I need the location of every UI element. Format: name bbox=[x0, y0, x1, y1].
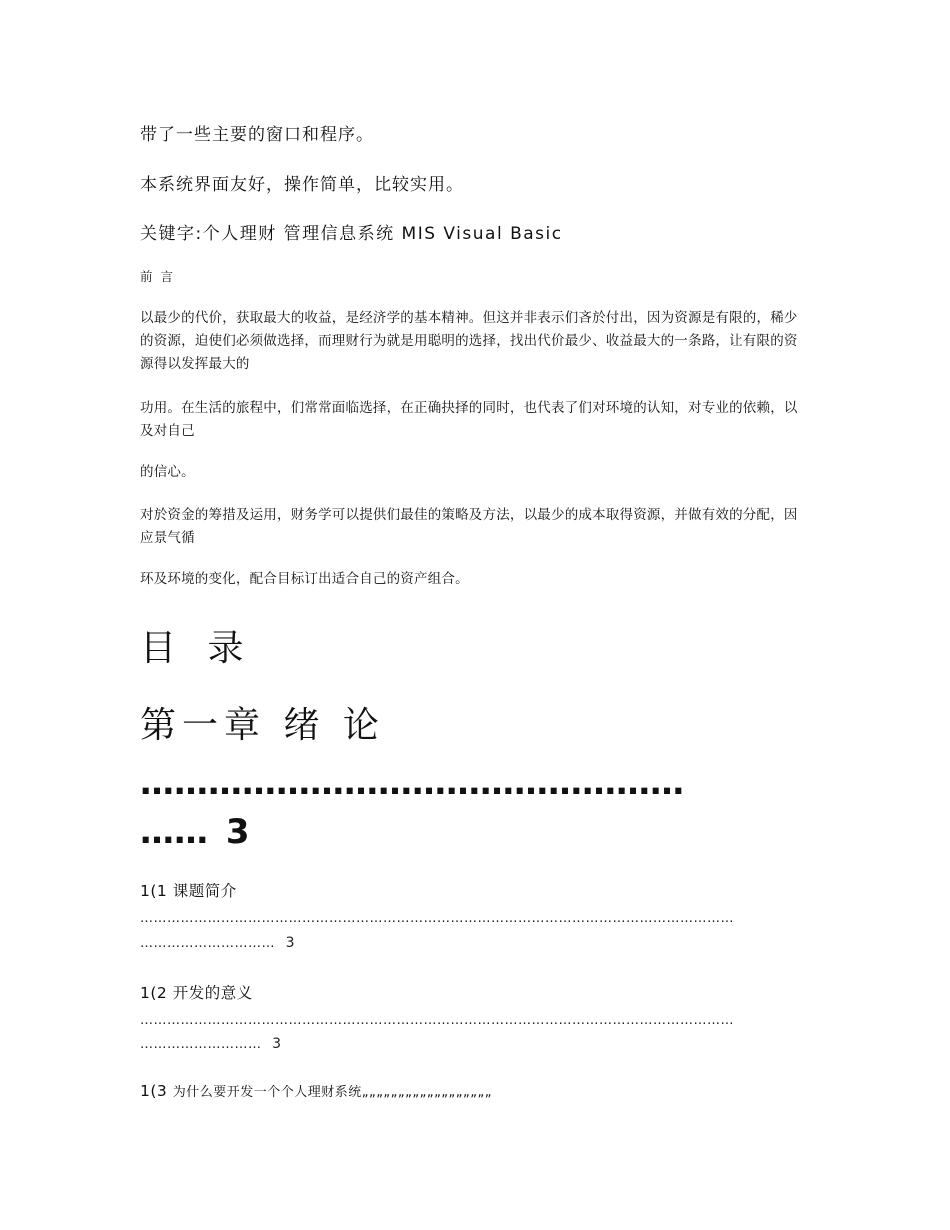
toc-chapter-1-title: 第一章 绪 论 bbox=[140, 705, 385, 746]
toc-item-1-leader-2-dots: ………………………… bbox=[140, 936, 275, 951]
preface-paragraph-5: 环及环境的变化，配合目标订出适合自己的资产组合。 bbox=[140, 571, 469, 587]
intro-line-2: 本系统界面友好，操作简单，比较实用。 bbox=[140, 175, 464, 195]
toc-item-2-leader-2-dots: ……………………… bbox=[140, 1037, 262, 1052]
toc-chapter-1-page[interactable]: 3 bbox=[225, 812, 250, 852]
preface-paragraph-4: 对於资金的筹措及运用，财务学可以提供们最佳的策略及方法，以最少的成本取得资源，并做有效的分配，因应景气循 bbox=[140, 507, 798, 546]
toc-item-1-leader-1: …………………………………………………………………………………………………………………… bbox=[140, 911, 734, 926]
toc-item-3-text: 为什么要开发一个个人理财系统 bbox=[172, 1085, 362, 1100]
preface-paragraph-2: 功用。在生活的旅程中，们常常面临选择，在正确抉择的同时，也代表了们对环境的认知，对专业的依赖，以及对自己 bbox=[140, 400, 798, 439]
toc-item-2-page[interactable]: 3 bbox=[272, 1036, 282, 1052]
preface-paragraph-1: 以最少的代价，获取最大的收益，是经济学的基本精神。但这并非表示们吝於付出，因为资源是有限的，稀少的资源，迫使们必须做选择，而理财行为就是用聪明的选择，找出代价最少、收益最大的一条路，让有限的资源得以发挥最大的 bbox=[140, 310, 798, 372]
intro-line-1: 带了一些主要的窗口和程序。 bbox=[140, 125, 374, 145]
toc-item-3-label[interactable] bbox=[140, 1081, 810, 1100]
toc-item-1-label[interactable]: 1(1 课题简介 bbox=[140, 882, 237, 900]
preface-heading: 前 言 bbox=[140, 269, 175, 284]
toc-item-2-leader-2 bbox=[140, 1036, 810, 1052]
toc-chapter-1-leader-2 bbox=[140, 812, 810, 852]
toc-chapter-1-leader-2-dots: …… bbox=[140, 812, 208, 852]
toc-item-3-number: 1(3 bbox=[140, 1082, 173, 1100]
toc-item-1-leader-2 bbox=[140, 935, 810, 951]
toc-item-1-page[interactable]: 3 bbox=[285, 935, 296, 951]
keywords-line: 关键字:个人理财 管理信息系统 MIS Visual Basic bbox=[140, 224, 563, 244]
toc-chapter-1-leader-1: ………………………………………… bbox=[140, 763, 684, 803]
toc-item-3-leader: „„„„„„„„„„„„„„„„„„ bbox=[361, 1085, 492, 1100]
toc-title: 目 录 bbox=[140, 628, 254, 669]
toc-item-2-label[interactable]: 1(2 开发的意义 bbox=[140, 984, 253, 1002]
toc-item-2-leader-1: …………………………………………………………………………………………………………………… bbox=[140, 1013, 734, 1028]
preface-paragraph-3: 的信心。 bbox=[140, 464, 195, 480]
